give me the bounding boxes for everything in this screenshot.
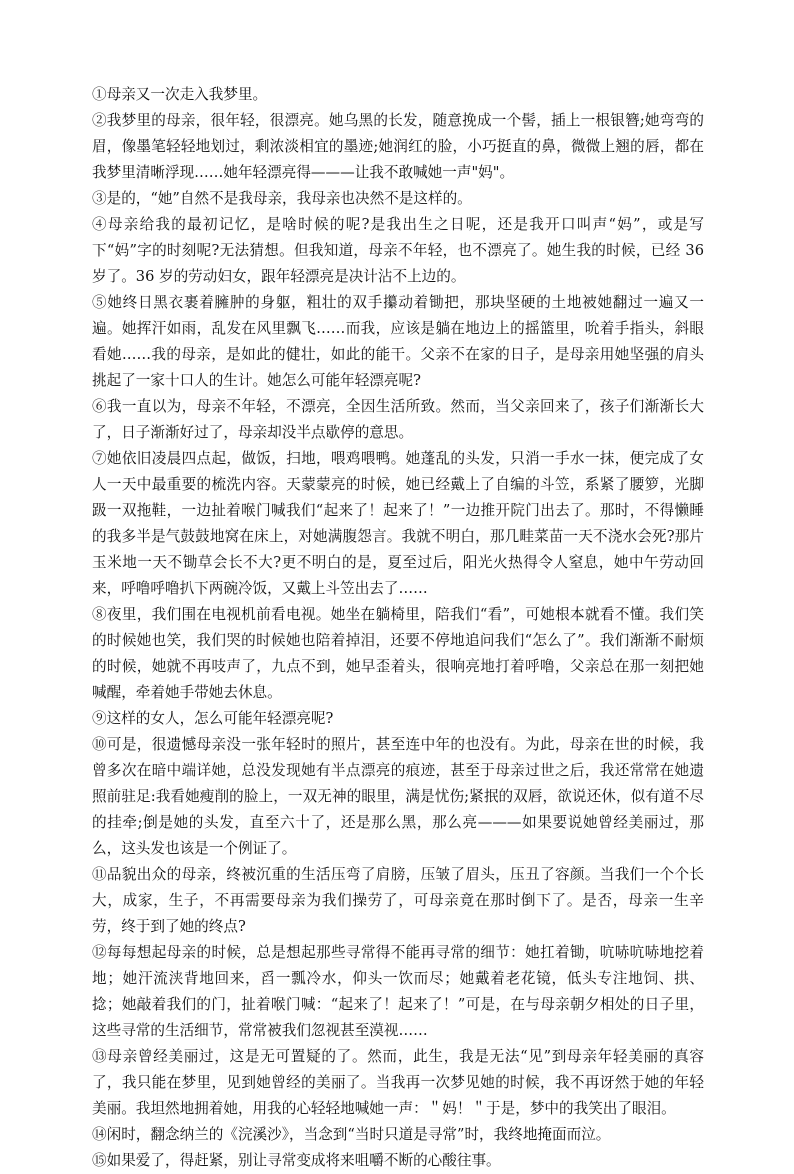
paragraph-2: ②我梦里的母亲，很年轻，很漂亮。她乌黑的长发，随意挽成一个髻，插上一根银簪;她弯弯的眉，像墨笔轻轻地划过，剩浓淡相宜的墨迹;她润红的脸，小巧挺直的鼻，微微上翘的唇，都在我梦里清晰浮现……她年轻漂亮得———让我不敢喊她一声"妈"。 [92,112,704,181]
paragraph-15: ⑮如果爱了，得赶紧，别让寻常变成将来咀嚼不断的心酸往事。 [92,1152,501,1169]
essay-body [92,82,704,1174]
paragraph-7: ⑦她依旧凌晨四点起，做饭，扫地，喂鸡喂鸭。她蓬乱的头发，只消一手水一抹，便完成了女人一天中最重要的梳洗内容。天蒙蒙亮的时候，她已经戴上了自编的斗笠，系紧了腰箩，光脚趿一双拖鞋，一边扯着喉门喊我们“起来了！起来了！”一边推开院门出去了。那时，不得懒睡的我多半是气鼓鼓地窝在床上，对她满腹怨言。我就不明白，那几畦菜苗一天不浇水会死?那片玉米地一天不锄草会长不大?更不明白的是，夏至过后，阳光火热得令人窒息，她中午劳动回来，呼噜呼噜扒下两碗冷饭，又戴上斗笠出去了…… [92,450,704,597]
paragraph-3: ③是的，“她”自然不是我母亲，我母亲也决然不是这样的。 [92,190,472,207]
paragraph-8: ⑧夜里，我们围在电视机前看电视。她坐在躺椅里，陪我们“看”，可她根本就看不懂。我们笑的时候她也笑，我们哭的时候她也陪着掉泪，还要不停地追问我们“怎么了”。我们渐渐不耐烦的时候，她就不再吱声了，九点不到，她早歪着头，很响亮地打着呼噜，父亲总在那一刻把她喊醒，牵着她手带她去休息。 [92,606,704,701]
paragraph-4: ④母亲给我的最初记忆，是啥时候的呢?是我出生之日呢，还是我开口叫声“妈”，或是写下“妈”字的时刻呢?无法猜想。但我知道，母亲不年轻，也不漂亮了。她生我的时候，已经 36 岁了。36 岁的劳动妇女，跟年轻漂亮是决计沾不上边的。 [92,216,704,285]
paragraph-12: ⑫每每想起母亲的时候，总是想起那些寻常得不能再寻常的细节：她扛着锄，吭哧吭哧地挖着地；她汗流浃背地回来，舀一瓢冷水，仰头一饮而尽；她戴着老花镜，低头专注地饲、拱、捻；她敲着我们的门，扯着喉门喊：“起来了！起来了！”可是，在与母亲朝夕相处的日子里，这些寻常的生活细节，常常被我们忽视甚至漠视…… [92,944,704,1039]
paragraph-13: ⑬母亲曾经美丽过，这是无可置疑的了。然而，此生，我是无法“见”到母亲年轻美丽的真容了，我只能在梦里，见到她曾经的美丽了。当我再一次梦见她的时候，我不再讶然于她的年轻美丽。我坦然地拥着她，用我的心轻轻地喊她一声：＂妈！＂于是，梦中的我笑出了眼泪。 [92,1048,704,1117]
paragraph-11: ⑪品貌出众的母亲，终被沉重的生活压弯了肩膀，压皱了眉头，压丑了容颜。当我们一个个长大，成家，生子，不再需要母亲为我们操劳了，可母亲竟在那时倒下了。是否，母亲一生辛劳，终于到了她的终点? [92,866,704,935]
paragraph-1: ①母亲又一次走入我梦里。 [92,86,268,103]
paragraph-5: ⑤她终日黑衣裹着臃肿的身躯，粗壮的双手攥动着锄把，那块坚硬的土地被她翻过一遍又一遍。她挥汗如雨，乱发在风里飘飞……而我，应该是躺在地边上的摇篮里，吮着手指头，斜眼看她……我的母亲，是如此的健壮，如此的能干。父亲不在家的日子，是母亲用她坚强的肩头挑起了一家十口人的生计。她怎么可能年轻漂亮呢? [92,294,704,389]
paragraph-6: ⑥我一直以为，母亲不年轻，不漂亮，全因生活所致。然而，当父亲回来了，孩子们渐渐长大了，日子渐渐好过了，母亲却没半点歇停的意思。 [92,398,704,441]
paragraph-9: ⑨这样的女人，怎么可能年轻漂亮呢? [92,710,334,727]
paragraph-14: ⑭闲时，翻念纳兰的《浣溪沙》，当念到“当时只道是寻常”时，我终地掩面而泣。 [92,1126,611,1143]
paragraph-10: ⑩可是，很遗憾母亲没一张年轻时的照片，甚至连中年的也没有。为此，母亲在世的时候，我曾多次在暗中端详她，总没发现她有半点漂亮的痕迹，甚至于母亲过世之后，我还常常在她遗照前驻足:我看她瘦削的脸上，一双无神的眼里，满是忧伤;紧抿的双唇，欲说还休，似有道不尽的挂牵;倒是她的头发，直至六十了，还是那么黑，那么亮———如果要说她曾经美丽过，那么，这头发也该是一个例证了。 [92,736,704,857]
